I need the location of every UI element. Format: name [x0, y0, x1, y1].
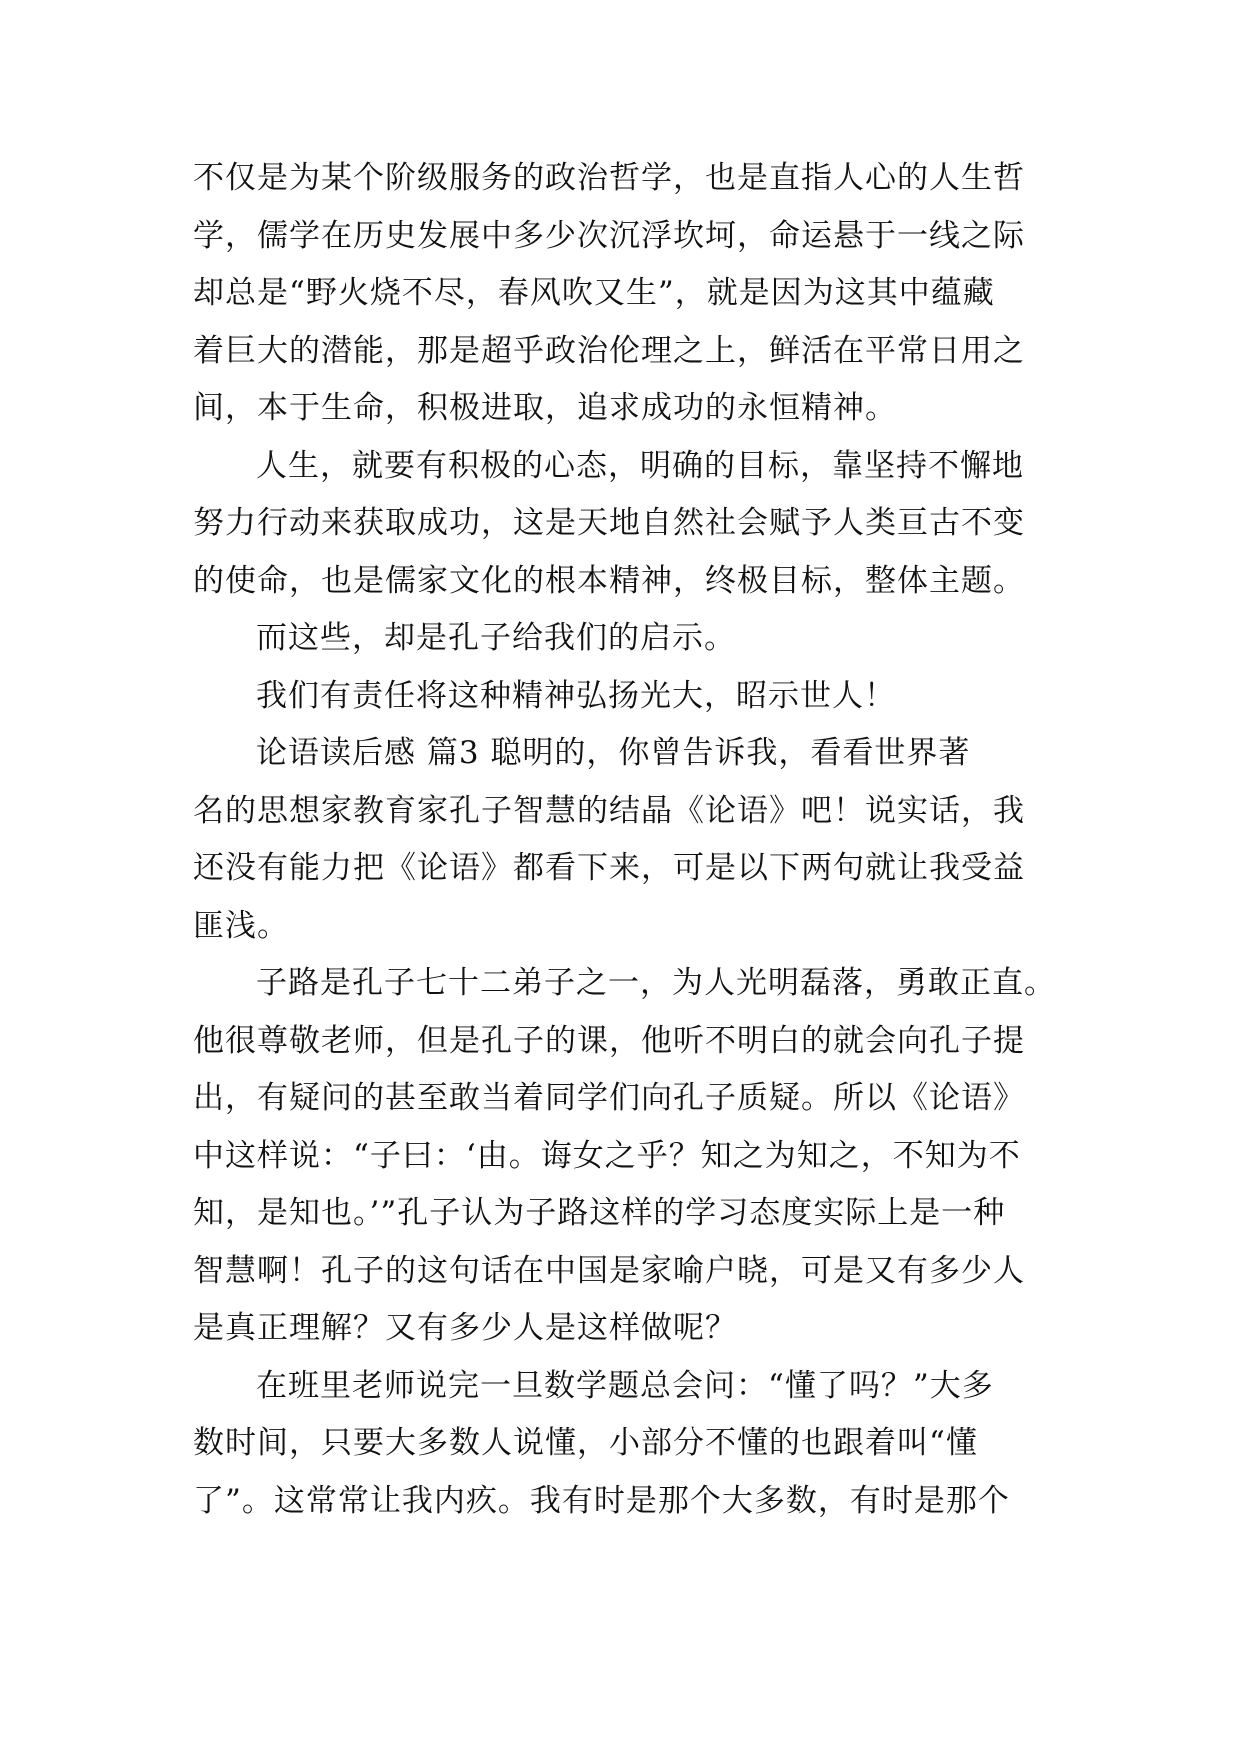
text-line: 努力行动来获取成功，这是天地自然社会赋予人类亘古不变: [193, 505, 1025, 541]
text-line: 匪浅。: [193, 907, 289, 944]
text-line: 而这些，却是孔子给我们的启示。: [256, 620, 736, 656]
text-line: 还没有能力把《论语》都看下来，可是以下两句就让我受益: [193, 850, 1025, 886]
text-line: 学，儒学在历史发展中多少次沉浮坎坷，命运悬于一线之际: [193, 217, 1025, 254]
text-line: 是真正理解？又有多少人是这样做呢？: [193, 1310, 737, 1346]
text-line: 着巨大的潜能，那是超乎政治伦理之上，鲜活在平常日用之: [193, 332, 1025, 369]
text-line: 我们有责任将这种精神弘扬光大，昭示世人！: [256, 677, 896, 714]
text-line: 出，有疑问的甚至敢当着同学们向孔子质疑。所以《论语》: [193, 1080, 1025, 1116]
text-line: 他很尊敬老师，但是孔子的课，他听不明白的就会向孔子提: [193, 1022, 1025, 1059]
text-line: 却总是“野火烧不尽，春风吹又生”，就是因为这其中蕴藏: [193, 275, 995, 311]
text-line: 不仅是为某个阶级服务的政治哲学，也是直指人心的人生哲: [193, 160, 1025, 196]
text-line: 在班里老师说完一旦数学题总会问：“懂了吗？”大多: [256, 1367, 994, 1404]
text-line: 人生，就要有积极的心态，明确的目标，靠坚持不懈地: [256, 447, 1024, 484]
text-line: 知，是知也。’”孔子认为子路这样的学习态度实际上是一种: [193, 1195, 1006, 1231]
body-text: [193, 150, 1056, 1530]
text-line: 间，本于生命，积极进取，追求成功的永恒精神。: [193, 390, 897, 426]
text-line: 中这样说：“子曰：‘由。诲女之乎？知之为知之，不知为不: [193, 1137, 1021, 1174]
text-line: 子路是孔子七十二弟子之一，为人光明磊落，勇敢正直。: [256, 965, 1056, 1001]
text-line: 了”。这常常让我内疚。我有时是那个大多数，有时是那个: [193, 1482, 1010, 1519]
text-line: 名的思想家教育家孔子智慧的结晶《论语》吧！说实话，我: [193, 792, 1025, 829]
text-line: 智慧啊！孔子的这句话在中国是家喻户晓，可是又有多少人: [193, 1252, 1025, 1289]
text-line: 的使命，也是儒家文化的根本精神，终极目标，整体主题。: [193, 562, 1025, 599]
text-line: 数时间，只要大多数人说懂，小部分不懂的也跟着叫“懂: [193, 1425, 978, 1461]
text-line: 论语读后感 篇3 聪明的，你曾告诉我，看看世界著: [256, 735, 971, 771]
